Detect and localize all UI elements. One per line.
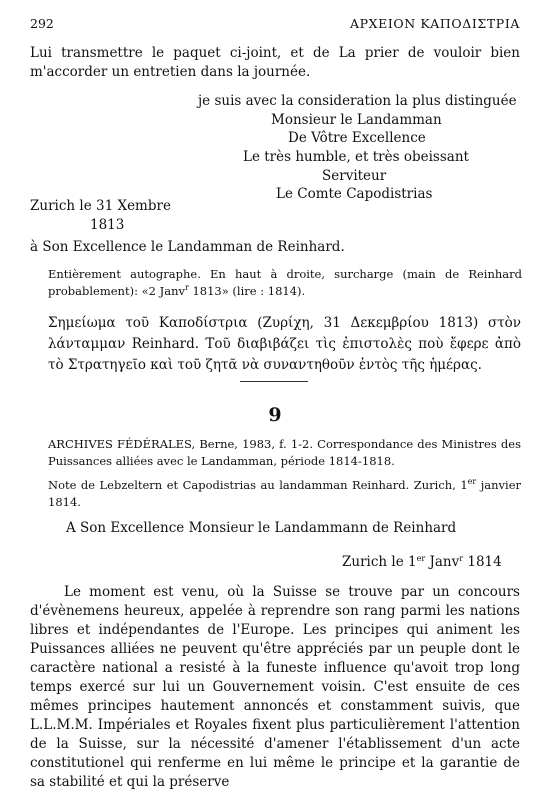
document-description [48,477,521,511]
greek-summary: Σημείωμα τοῦ Καποδίστρια (Ζυρίχη, 31 Δεκεμβρίου 1813) στὸν λάνταμμαν Reinhard. Τοῦ διαβιβάζει τὶς ἐπιστολὲς ποὺ ἔφερε ἀπὸ τὸ Στρατηγεῖο καὶ τοῦ ζητᾶ νὰ συναντηθοῦν ἐντὸς τῆς ἡμέρας. [48,315,521,373]
editorial-note-part2: 1813» (lire : 1814). [188,284,306,298]
salutation: A Son Excellence Monsieur le Landammann de Reinhard [66,520,457,536]
editorial-note-part1: Entièrement autographe. En haut à droite, surcharge (main de Reinhard probablement): «2 Janv [48,267,522,298]
section-separator [240,381,308,382]
closing-line-6: Le Comte Capodistrias [276,186,433,202]
description-part2: janvier 1814. [48,478,522,509]
dateline-sup1: er [416,554,426,563]
page-header [30,16,520,36]
closing-line-2: Monsieur le Landamman [271,112,442,128]
letter-paragraph: Lui transmettre le paquet ci-joint, et de La prier de vouloir bien m'accorder un entretien dans la journée. [30,45,520,80]
year-line: 1813 [90,217,125,233]
dateline-part3: 1814 [463,554,502,570]
letter-body: Le moment est venu, où la Suisse se trouve par un concours d'évènemens heureux, appelée à reprendre son rang parmi les nations libres et indépendantes de l'Europe. Les principes qui animent les Puissances alliées ne peuvent qu'être appréciés par un peuple dont le caractère national a resisté à la funeste influence qu'avoit trop long temps exercé sur lui un Gouvernement voisin. C'est ensuite de ces mêmes principes hautement annoncés et constamment suivis, que L.L.M.M. Impériales et Royales fixent plus particulièrement l'attention de la Suisse, sur la nécessité d'amener l'établissement d'un acte constitutionel qui renferme en lui même le principe et la garantie de sa stabilité et qui la préserve [30,584,520,790]
page-number: 292 [30,16,54,31]
closing-line-4: Le très humble, et très obeissant [243,149,469,165]
dateline [342,553,502,572]
place-date: Zurich le 31 Xembre [30,198,171,214]
description-sup: er [467,477,477,486]
dateline-sup2: r [459,554,464,563]
closing-line-5: Serviteur [322,168,387,184]
dateline-part1: Zurich le 1 [342,554,417,570]
description-part1: Note de Lebzeltern et Capodistrias au landamman Reinhard. Zurich, 1 [48,478,468,492]
closing-line-1: je suis avec la consideration la plus distinguée [198,93,517,109]
archive-label: ARCHIVES FÉDÉRALES [48,437,192,451]
archive-reference [48,436,521,470]
editorial-note-sup: r [184,283,189,292]
archive-ref-text: , Berne, 1983, f. 1-2. Correspondance des Ministres des Puissances alliées avec le Landamman, période 1814-1818. [48,437,521,468]
document-number: 9 [268,404,282,426]
dateline-part2: Janv [425,554,460,570]
editorial-note [48,266,522,300]
closing-line-3: De Vôtre Excellence [288,130,426,146]
letter-addressee: à Son Excellence le Landamman de Reinhard. [30,239,345,255]
running-title: ΑΡΧΕΙΟΝ ΚΑΠΟΔΙΣΤΡΙΑ [350,16,520,31]
